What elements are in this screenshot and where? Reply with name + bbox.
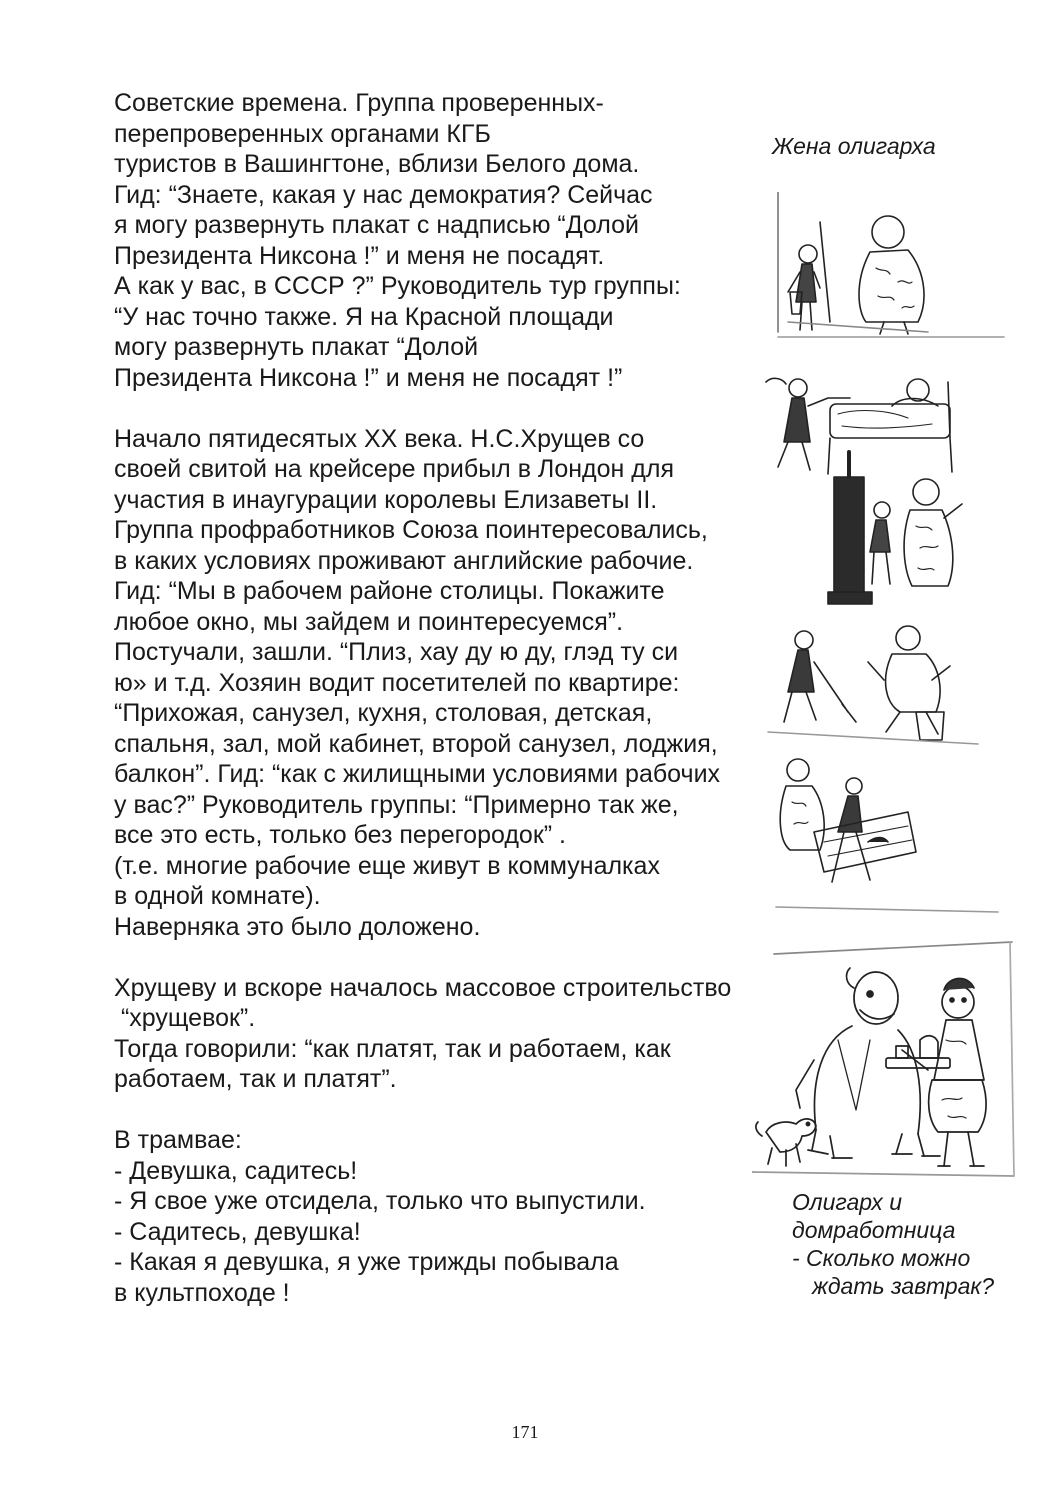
text-line: А как у вас, в СССР ?” Руководитель тур группы: <box>114 272 681 300</box>
text-line: Советские времена. Группа проверенных- <box>114 89 604 117</box>
paragraph-2 <box>114 424 794 943</box>
text-line: перепроверенных органами КГБ <box>114 119 491 148</box>
paragraph-gap <box>114 393 794 424</box>
text-line: Группа профработников Союза поинтересовались, <box>114 516 708 544</box>
text-line: Наверняка это было доложено. <box>114 912 481 941</box>
text-line: Начало пятидесятых ХХ века. Н.С.Хрущев со <box>114 424 645 453</box>
text-line: все это есть, только без перегородок” . <box>114 821 566 849</box>
text-line: “хрущевок”. <box>114 1004 256 1032</box>
paragraph-gap <box>114 942 794 973</box>
caption-line: домработница <box>792 1217 956 1243</box>
text-line: Президента Никсона !” и меня не посадят !” <box>114 363 623 392</box>
paragraph-4 <box>114 1125 794 1308</box>
text-line: “У нас точно также. Я на Красной площади <box>114 302 614 331</box>
caption-line: Олигарх и <box>792 1189 902 1215</box>
text-line: ю» и т.д. Хозяин водит посетителей по квартире: <box>114 668 680 697</box>
text-line: участия в инаугурации королевы Елизаветы II. <box>114 485 658 514</box>
text-line: - Я свое уже отсидела, только что выпустили. <box>114 1187 646 1215</box>
text-line: - Садитесь, девушка! <box>114 1217 361 1246</box>
text-line: В трамвае: <box>114 1126 242 1154</box>
text-line: “Прихожая, санузел, кухня, столовая, детская, <box>114 699 653 727</box>
caption-oligarch-and-maid <box>792 1188 994 1300</box>
text-line: в каких условиях проживают английские рабочие. <box>114 546 694 575</box>
text-line: я могу развернуть плакат с надписью “Долой <box>114 211 640 239</box>
text-line: Гид: “Знаете, какая у нас демократия? Сейчас <box>114 180 653 209</box>
text-line: (т.е. многие рабочие еще живут в коммуналках <box>114 851 660 880</box>
text-line: в культпоходе ! <box>114 1278 290 1307</box>
text-line: Гид: “Мы в рабочем районе столицы. Покажите <box>114 577 665 605</box>
text-line: у вас?” Руководитель группы: “Примерно так же, <box>114 790 679 819</box>
text-line: Хрущеву и вскоре началось массовое строительство <box>114 973 732 1002</box>
text-line: Президента Никсона !” и меня не посадят. <box>114 241 605 270</box>
text-line: в одной комнате). <box>114 882 321 910</box>
text-line: - Девушка, садитесь! <box>114 1156 358 1185</box>
text-line: туристов в Вашингтоне, вблизи Белого дома. <box>114 150 640 178</box>
text-line: любое окно, мы зайдем и поинтересуемся”. <box>114 607 624 636</box>
text-line: - Какая я девушка, я уже трижды побывала <box>114 1248 619 1276</box>
caption-line: ждать завтрак? <box>812 1273 995 1299</box>
caption-oligarch-wife: Жена олигарха <box>772 133 936 159</box>
text-line: своей свитой на крейсере прибыл в Лондон для <box>114 455 674 483</box>
oligarch-wife-cartoon-strip-icon <box>758 192 1010 922</box>
paragraph-gap <box>114 1095 794 1126</box>
paragraph-3 <box>114 973 794 1095</box>
paragraph-1 <box>114 88 794 393</box>
main-text <box>114 88 794 1308</box>
text-line: Постучали, зашли. “Плиз, хау ду ю ду, глэд ту си <box>114 638 679 666</box>
oligarch-and-maid-cartoon-icon <box>752 940 1022 1180</box>
page-number: 171 <box>511 1422 539 1442</box>
text-line: могу развернуть плакат “Долой <box>114 333 479 361</box>
caption-line: - Сколько можно <box>792 1245 971 1271</box>
text-line: работаем, так и платят”. <box>114 1065 397 1093</box>
text-line: Тогда говорили: “как платят, так и работаем, как <box>114 1034 671 1063</box>
text-line: спальня, зал, мой кабинет, второй санузел, лоджия, <box>114 729 718 758</box>
text-line: балкон”. Гид: “как с жилищными условиями рабочих <box>114 760 721 788</box>
